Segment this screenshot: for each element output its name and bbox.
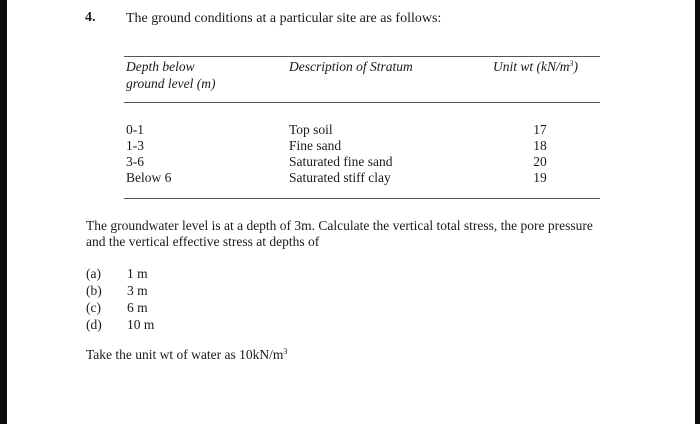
header-depth xyxy=(126,58,215,92)
water-unit-note xyxy=(86,347,287,363)
header-depth-line2: ground level (m) xyxy=(126,76,216,91)
table-row-description: Saturated stiff clay xyxy=(289,170,391,185)
part-label: (a) xyxy=(86,266,101,281)
table-row-unit-wt: 20 xyxy=(533,154,547,169)
part-label: (b) xyxy=(86,283,102,298)
table-row-unit-wt: 18 xyxy=(533,138,547,153)
table-row-description: Fine sand xyxy=(289,138,342,153)
list-item xyxy=(86,299,154,316)
part-label: (d) xyxy=(86,317,102,332)
table-row-unit-wt: 19 xyxy=(533,170,547,185)
table-row-depth: 0-1 xyxy=(126,122,144,137)
table-bottom-rule xyxy=(124,198,600,199)
part-value: 10 m xyxy=(127,317,155,332)
table-row-description: Top soil xyxy=(289,122,333,137)
part-value: 3 m xyxy=(127,283,148,298)
table-top-rule xyxy=(124,56,600,57)
water-note-sup: 3 xyxy=(283,347,288,356)
table-row-depth: 1-3 xyxy=(126,138,144,153)
question-intro: The ground conditions at a particular site are as follows: xyxy=(126,11,442,26)
table-header-rule xyxy=(124,102,600,103)
header-unit-wt xyxy=(493,58,578,75)
header-unit-wt-suffix: ) xyxy=(573,59,578,74)
header-unit-wt-sup: 3 xyxy=(569,59,574,68)
table-row-description: Saturated fine sand xyxy=(289,154,393,169)
table-row-depth: Below 6 xyxy=(126,170,172,185)
part-label: (c) xyxy=(86,300,101,315)
header-unit-wt-prefix: Unit wt (kN/m xyxy=(493,59,570,74)
part-value: 6 m xyxy=(127,300,148,315)
list-item xyxy=(86,282,154,299)
header-description: Description of Stratum xyxy=(289,59,413,74)
question-number: 4. xyxy=(85,10,96,25)
header-depth-line1: Depth below xyxy=(126,59,195,74)
table-row-unit-wt: 17 xyxy=(533,122,547,137)
table-row-depth: 3-6 xyxy=(126,154,144,169)
part-value: 1 m xyxy=(127,266,148,281)
water-note-text: Take the unit wt of water as 10kN/m xyxy=(86,347,284,362)
right-page-edge xyxy=(695,0,700,424)
list-item xyxy=(86,316,154,333)
question-paragraph: The groundwater level is at a depth of 3m. Calculate the vertical total stress, the pore pressure and the vertical effective stress at depths of xyxy=(86,218,593,249)
parts-list xyxy=(86,265,154,333)
left-page-edge xyxy=(0,0,7,424)
list-item xyxy=(86,265,154,282)
